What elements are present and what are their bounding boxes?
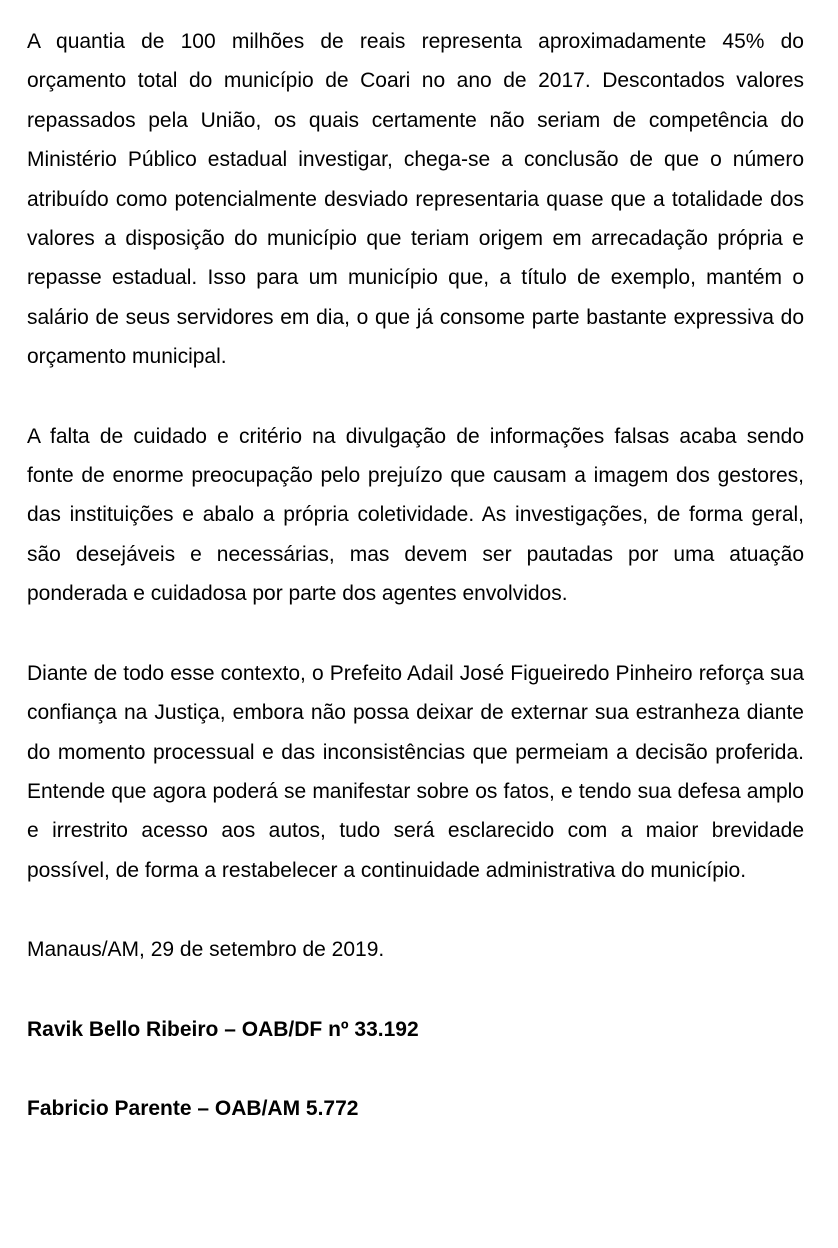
document-page — [27, 22, 804, 1128]
date-line: Manaus/AM, 29 de setembro de 2019. — [27, 938, 385, 962]
signature-fabricio: Fabricio Parente – OAB/AM 5.772 — [27, 1096, 359, 1120]
body-paragraph-3: Diante de todo esse contexto, o Prefeito Adail José Figueiredo Pinheiro reforça sua confiança na Justiça, embora não possa deixar de externar sua estranheza diante do momento processual e das inconsistências que permeiam a decisão proferida. Entende que agora poderá se manifestar sobre os fatos, e tendo sua defesa amplo e irrestrito acesso aos autos, tudo será esclarecido com a maior brevidade possível, de forma a restabelecer a continuidade administrativa do município. — [27, 661, 804, 882]
body-paragraph-2: A falta de cuidado e critério na divulgação de informações falsas acaba sendo fonte de enorme preocupação pelo prejuízo que causam a imagem dos gestores, das instituições e abalo a própria coletividade. As investigações, de forma geral, são desejáveis e necessárias, mas devem ser pautadas por uma atuação ponderada e cuidadosa por parte dos agentes envolvidos. — [27, 424, 804, 606]
body-paragraph-1: A quantia de 100 milhões de reais representa aproximadamente 45% do orçamento total do município de Coari no ano de 2017. Descontados valores repassados pela União, os quais certamente não seriam de competência do Ministério Público estadual investigar, chega-se a conclusão de que o número atribuído como potencialmente desviado representaria quase que a totalidade dos valores a disposição do município que teriam origem em arrecadação própria e repasse estadual. Isso para um município que, a título de exemplo, mantém o salário de seus servidores em dia, o que já consome parte bastante expressiva do orçamento municipal. — [27, 30, 804, 369]
signature-ravik: Ravik Bello Ribeiro – OAB/DF nº 33.192 — [27, 1017, 419, 1041]
